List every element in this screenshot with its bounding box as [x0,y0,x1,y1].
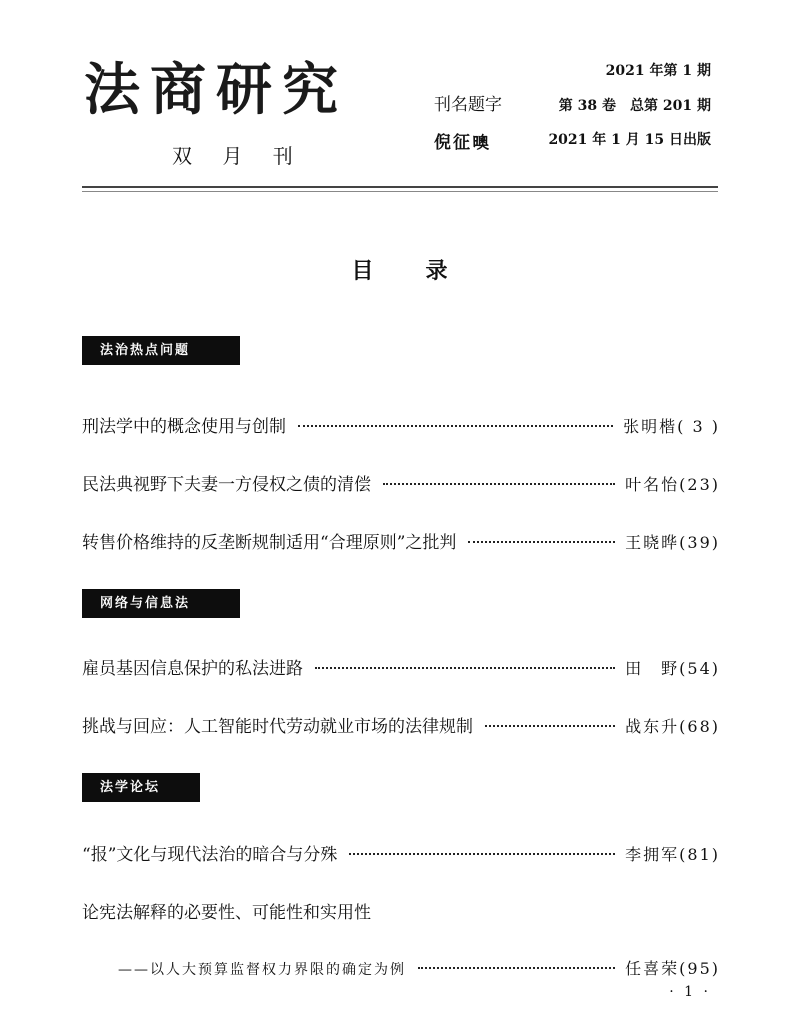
publication-frequency: 双 月 刊 [172,144,305,168]
entry-title: 转售价格维持的反垄断规制适用“合理原则”之批判 [82,533,457,553]
entry-author-page: 战东升(68) [625,717,720,736]
entry-title: 雇员基因信息保护的私法进路 [82,659,303,679]
dot-leader [468,541,615,543]
entry-title: “报”文化与现代法治的暗合与分殊 [82,845,338,865]
calligraphy-signature: 倪征𣋉 [434,133,491,153]
toc-heading: 目录 [351,259,500,284]
entry-author-page: 田 野(54) [625,659,720,678]
calligraphy-label: 刊名题字 [434,95,502,115]
entry-author-page: 张明楷( 3 ) [623,417,720,436]
entry-title: 论宪法解释的必要性、可能性和实用性 [82,903,371,923]
dot-leader [485,725,615,727]
entry-title: 刑法学中的概念使用与创制 [82,417,286,437]
entry-author-page: 叶名怡(23) [625,475,720,494]
journal-title: 法商研究 [84,57,348,123]
header-divider [82,186,718,188]
toc-entry[interactable] [82,840,720,866]
toc-entry[interactable] [82,712,720,738]
issue-year-number: 2021 年第 1 期 [605,63,711,79]
header-divider-thin [82,191,718,192]
toc-entry[interactable] [82,412,720,438]
section-header-network-info-law: 网络与信息法 [82,589,240,618]
section-header-law-forum: 法学论坛 [82,773,200,802]
publication-date: 2021 年 1 月 15 日出版 [548,132,711,148]
entry-subtitle: ——以人大预算监督权力界限的确定为例 [118,962,406,978]
entry-author-page: 王晓晔(39) [625,533,720,552]
entry-author-page: 任喜荣(95) [625,959,720,978]
dot-leader [383,483,615,485]
section-header-hot-topics: 法治热点问题 [82,336,240,365]
entry-title: 挑战与回应：人工智能时代劳动就业市场的法律规制 [82,717,473,737]
dot-leader [298,425,613,427]
entry-title: 民法典视野下夫妻一方侵权之债的清偿 [82,475,371,495]
toc-entry[interactable] [82,898,720,924]
page-number: · 1 · [669,984,711,1000]
toc-entry-subtitle[interactable] [118,956,720,982]
toc-entry[interactable] [82,470,720,496]
dot-leader [349,853,615,855]
dot-leader [315,667,615,669]
toc-entry[interactable] [82,654,720,680]
entry-author-page: 李拥军(81) [625,845,720,864]
volume-total-issue: 第 38 卷 总第 201 期 [558,98,711,114]
dot-leader [418,967,615,969]
toc-entry[interactable] [82,528,720,554]
